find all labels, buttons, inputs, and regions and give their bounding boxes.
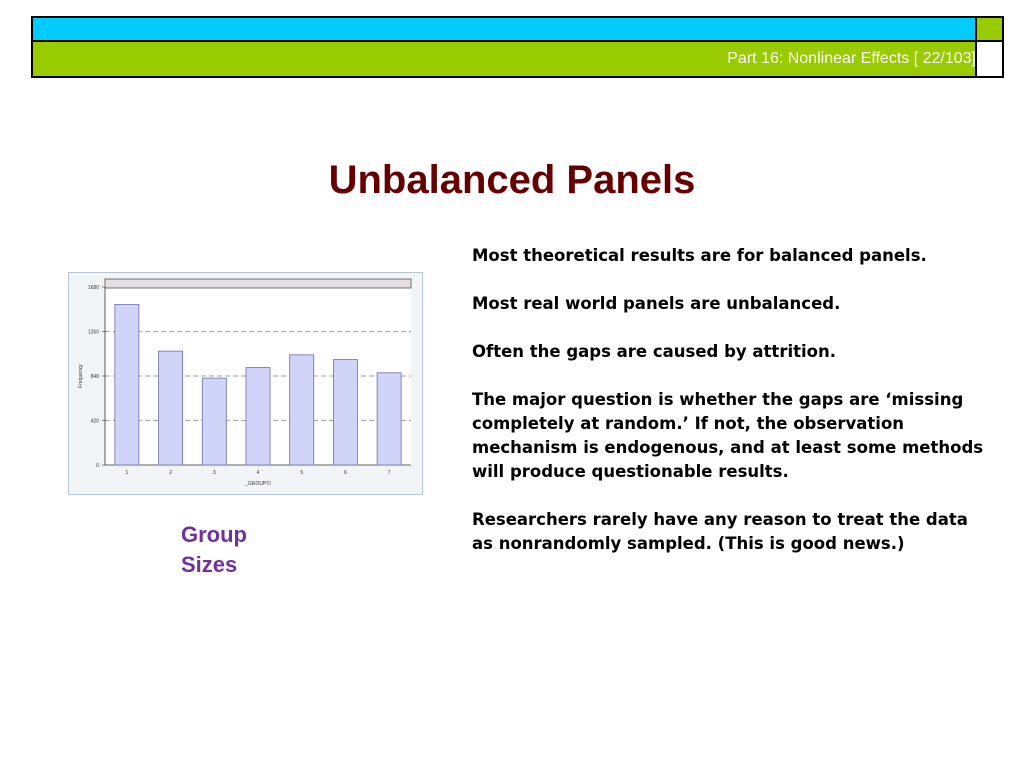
x-tick-label: 6 (344, 470, 347, 476)
y-tick-label: 420 (90, 418, 99, 425)
y-axis-label: Frequency (78, 364, 84, 388)
bar (333, 360, 357, 465)
bar (290, 355, 314, 465)
bar (246, 368, 270, 465)
caption-line-1: Group (181, 522, 247, 547)
header-corner-bottom (977, 42, 1004, 78)
caption-line-2: Sizes (181, 552, 238, 577)
header-top-bar (31, 16, 977, 42)
x-axis-label: _GROUPTI (245, 481, 271, 487)
bar (202, 378, 226, 465)
x-tick-label: 7 (387, 470, 391, 476)
body-text (472, 244, 984, 580)
bar (377, 373, 401, 465)
paragraph-1: Most theoretical results are for balanced panels. (472, 246, 927, 265)
y-tick-label: 840 (90, 374, 99, 380)
x-tick-label: 3 (212, 470, 216, 476)
plot-header-strip (105, 279, 411, 288)
header-corner-top (977, 16, 1004, 42)
x-tick-label: 5 (300, 470, 304, 476)
bar (115, 304, 139, 465)
paragraph-4: The major question is whether the gaps are ‘missing completely at random.’ If not, the observation mechanism is endogenous, and at least some methods will produce questionable results. (472, 390, 984, 481)
y-tick-label: 0 (96, 463, 99, 469)
y-tick-label: 1260 (87, 329, 99, 336)
chart-caption (181, 520, 247, 580)
chart-svg (69, 273, 424, 496)
slide-header-label: Part 16: Nonlinear Effects [ 22/103] (727, 50, 976, 67)
x-tick-label: 1 (125, 470, 129, 476)
x-tick-label: 2 (169, 470, 172, 476)
bar (159, 351, 183, 465)
y-tick-label: 1680 (87, 285, 99, 291)
paragraph-2: Most real world panels are unbalanced. (472, 294, 841, 313)
paragraph-5: Researchers rarely have any reason to treat the data as nonrandomly sampled. (This is good news.) (472, 510, 968, 553)
paragraph-3: Often the gaps are caused by attrition. (472, 342, 837, 361)
slide-title: Unbalanced Panels (328, 158, 696, 202)
x-tick-label: 4 (256, 470, 260, 476)
group-size-chart (68, 272, 423, 495)
